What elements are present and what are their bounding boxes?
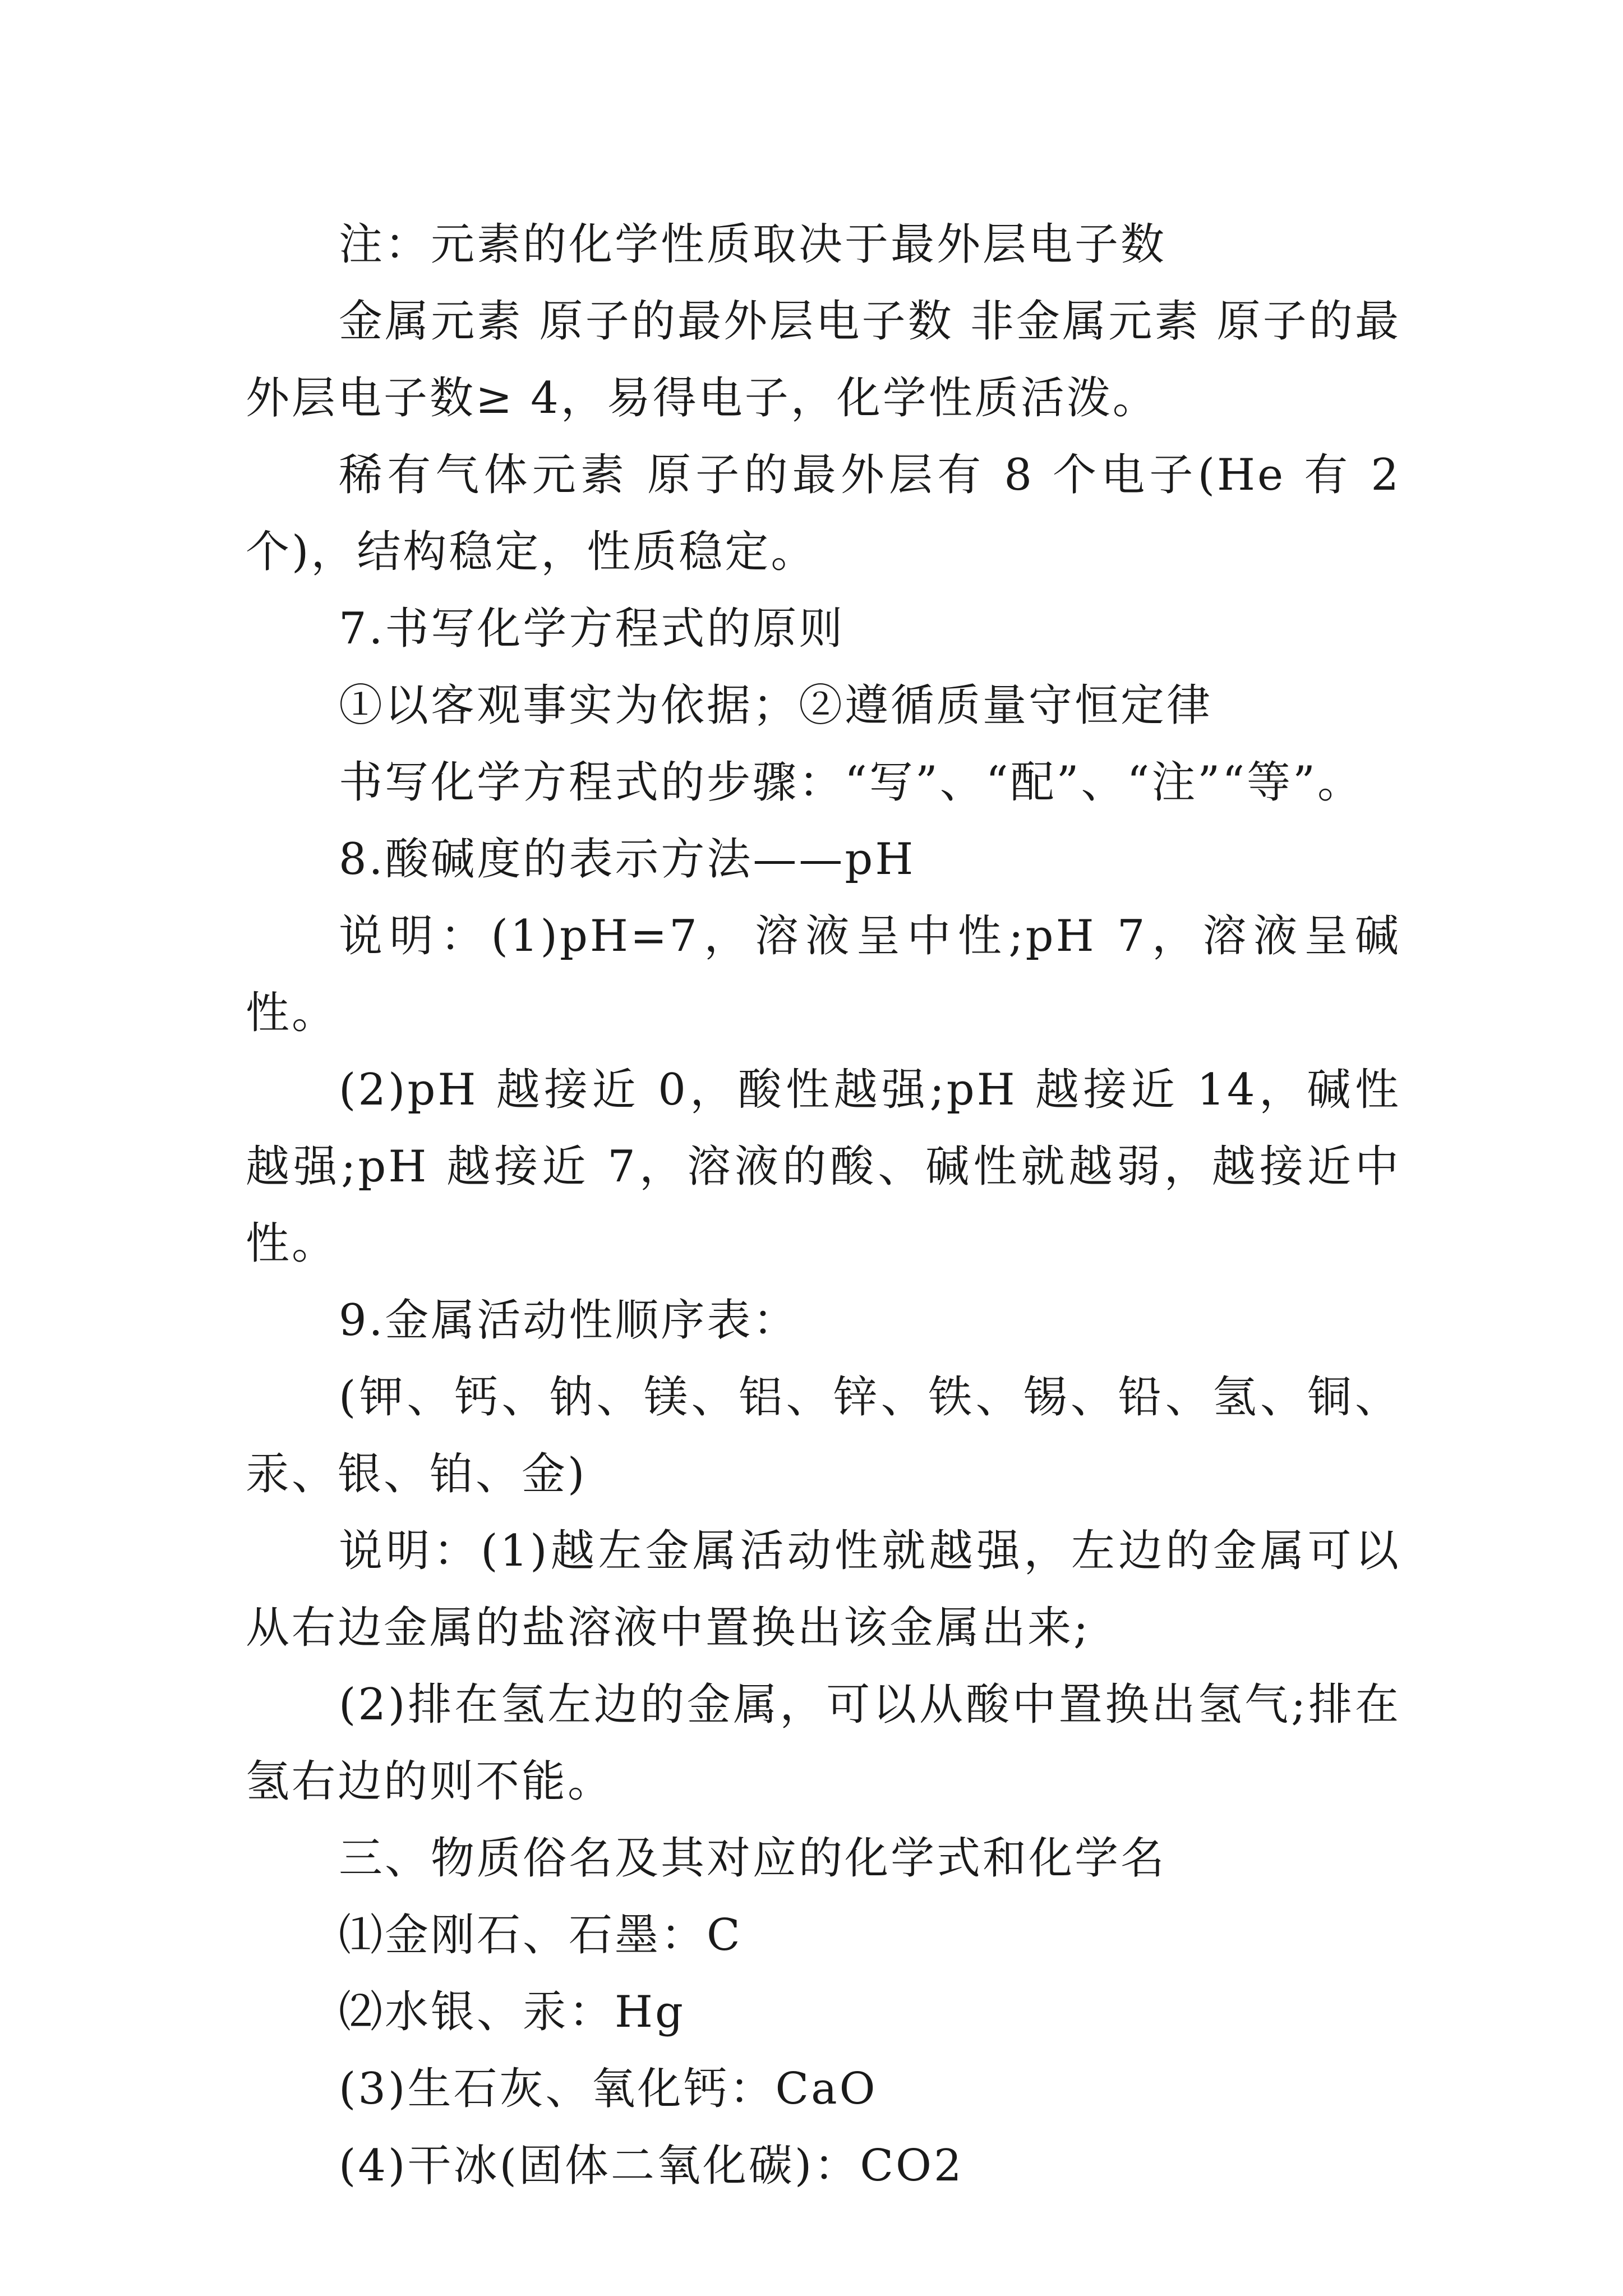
ph-explanation-1: 说明：(1)pH=7，溶液呈中性;pH 7，溶液呈碱性。: [246, 911, 1401, 1038]
list-item-diamond-graphite: ⑴金刚石、石墨：C: [339, 1910, 743, 1961]
note-paragraph: 注：元素的化学性质取决于最外层电子数: [339, 219, 1167, 270]
document-body: [246, 206, 1401, 2205]
equation-steps-paragraph: 书写化学方程式的步骤：“写”、“配”、“注”“等”。: [339, 757, 1364, 808]
metal-activity-series: (钾、钙、钠、镁、铝、锌、铁、锡、铅、氢、铜、汞、银、铂、金): [246, 1372, 1401, 1499]
section-7-heading: 7.书写化学方程式的原则: [339, 604, 845, 654]
list-item-dry-ice: (4)干冰(固体二氧化碳)：CO2: [339, 2141, 964, 2191]
metal-element-paragraph: 金属元素 原子的最外层电子数 非金属元素 原子的最外层电子数≥ 4，易得电子，化学性质活泼。: [246, 296, 1401, 424]
section-9-heading: 9.金属活动性顺序表：: [339, 1295, 799, 1346]
activity-explanation-2: (2)排在氢左边的金属，可以从酸中置换出氢气;排在氢右边的则不能。: [246, 1680, 1401, 1807]
list-item-mercury: ⑵水银、汞：Hg: [339, 1987, 685, 2037]
list-item-quicklime: (3)生石灰、氧化钙：CaO: [339, 2064, 878, 2114]
section-8-heading: 8.酸碱度的表示方法——pH: [339, 834, 916, 885]
activity-explanation-1: 说明：(1)越左金属活动性就越强，左边的金属可以从右边金属的盐溶液中置换出该金属出来;: [246, 1526, 1401, 1653]
ph-explanation-2: (2)pH 越接近 0，酸性越强;pH 越接近 14，碱性越强;pH 越接近 7，溶液的酸、碱性就越弱，越接近中性。: [246, 1065, 1401, 1269]
section-3-heading: 三、物质俗名及其对应的化学式和化学名: [339, 1833, 1167, 1884]
noble-gas-paragraph: 稀有气体元素 原子的最外层有 8 个电子(He 有 2 个)，结构稳定，性质稳定。: [246, 450, 1401, 577]
equation-principles-paragraph: ①以客观事实为依据；②遵循质量守恒定律: [339, 680, 1213, 731]
